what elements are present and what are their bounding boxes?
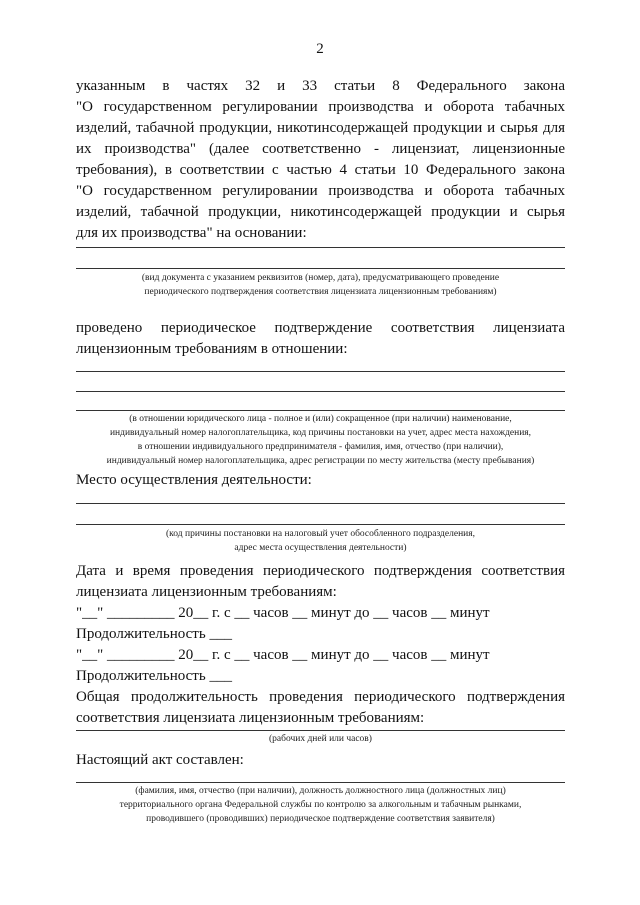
- intro-line: изделий, табачной продукции, никотинсодержащей продукции и сырья: [76, 204, 565, 220]
- intro-line: "О государственном регулировании производства и оборота табачных: [76, 183, 565, 199]
- caption-line: (фамилия, имя, отчество (при наличии), должность должностного лица (должностных лиц): [135, 786, 506, 796]
- intro-line: для их производства" на основании:: [76, 225, 307, 241]
- caption-line: индивидуальный номер налогоплательщика, код причины постановки на учет, адрес места нахождения,: [109, 428, 532, 438]
- datetime-paragraph: [76, 561, 565, 729]
- fill-line: [76, 268, 565, 269]
- duration-line: Продолжительность ___: [76, 668, 232, 684]
- intro-line: изделий, табачной продукции, никотинсодержащей продукции и сырья для: [76, 120, 565, 136]
- fill-line: [76, 410, 565, 411]
- fill-line: [76, 247, 565, 248]
- caption-line: (рабочих дней или часов): [269, 734, 372, 744]
- caption-line: индивидуальный номер налогоплательщика, адрес регистрации по месту жительства (месту пребывания): [106, 456, 535, 466]
- caption-line: (код причины постановки на налоговый учет обособленного подразделения,: [166, 529, 475, 539]
- datetime-line: соответствия лицензиата лицензионным требованиям:: [76, 710, 425, 726]
- caption-line: проводившего (проводивших) периодическое подтверждение соответствия заявителя): [146, 814, 495, 824]
- fill-line: [76, 391, 565, 392]
- intro-paragraph: [76, 76, 565, 244]
- fill-line: [76, 524, 565, 525]
- caption-line: (в отношении юридического лица - полное и (или) сокращенное (при наличии) наименование,: [129, 414, 512, 424]
- fill-line: [76, 782, 565, 783]
- caption-duration: [76, 732, 565, 746]
- conducted-paragraph: [76, 318, 565, 360]
- caption-line: в отношении индивидуального предпринимателя - фамилия, имя, отчество (при наличии),: [137, 442, 504, 452]
- caption-subject: [76, 412, 565, 468]
- compiled-label-text: Настоящий акт составлен:: [76, 752, 244, 768]
- caption-compiled: [76, 784, 565, 826]
- caption-line: адрес места осуществления деятельности): [234, 543, 407, 553]
- intro-line: указанным в частях 32 и 33 статьи 8 Федерального закона: [76, 78, 565, 94]
- fill-line: [76, 730, 565, 731]
- conducted-line: проведено периодическое подтверждение соответствия лицензиата: [76, 320, 565, 336]
- place-label-text: Место осуществления деятельности:: [76, 472, 312, 488]
- intro-line: "О государственном регулировании производства и оборота табачных: [76, 99, 565, 115]
- place-label: [76, 470, 565, 491]
- caption-basis: [76, 271, 565, 299]
- caption-line: (вид документа с указанием реквизитов (номер, дата), предусматривающего проведение: [141, 273, 500, 283]
- page-number: 2: [316, 41, 324, 57]
- intro-line: их производства" (далее соответственно - лицензиат, лицензионные: [76, 141, 565, 157]
- datetime-line: Общая продолжительность проведения периодического подтверждения: [76, 689, 565, 705]
- caption-place: [76, 527, 565, 555]
- datetime-line: лицензиата лицензионным требованиям:: [76, 584, 337, 600]
- caption-line: территориального органа Федеральной службы по контролю за алкогольным и табачным рынками,: [119, 800, 522, 810]
- datetime-line: Дата и время проведения периодического подтверждения соответствия: [76, 563, 565, 579]
- duration-line: Продолжительность ___: [76, 626, 232, 642]
- conducted-line: лицензионным требованиям в отношении:: [76, 341, 348, 357]
- fill-line: [76, 503, 565, 504]
- intro-line: требования), в соответствии с частью 4 статьи 10 Федерального закона: [76, 162, 565, 178]
- date-period-line: "__" _________ 20__ г. с __ часов __ минут до __ часов __ минут: [76, 647, 490, 663]
- fill-line: [76, 371, 565, 372]
- caption-line: периодического подтверждения соответствия лицензиата лицензионным требованиям): [144, 287, 497, 297]
- compiled-label: [76, 750, 565, 771]
- date-period-line: "__" _________ 20__ г. с __ часов __ минут до __ часов __ минут: [76, 605, 490, 621]
